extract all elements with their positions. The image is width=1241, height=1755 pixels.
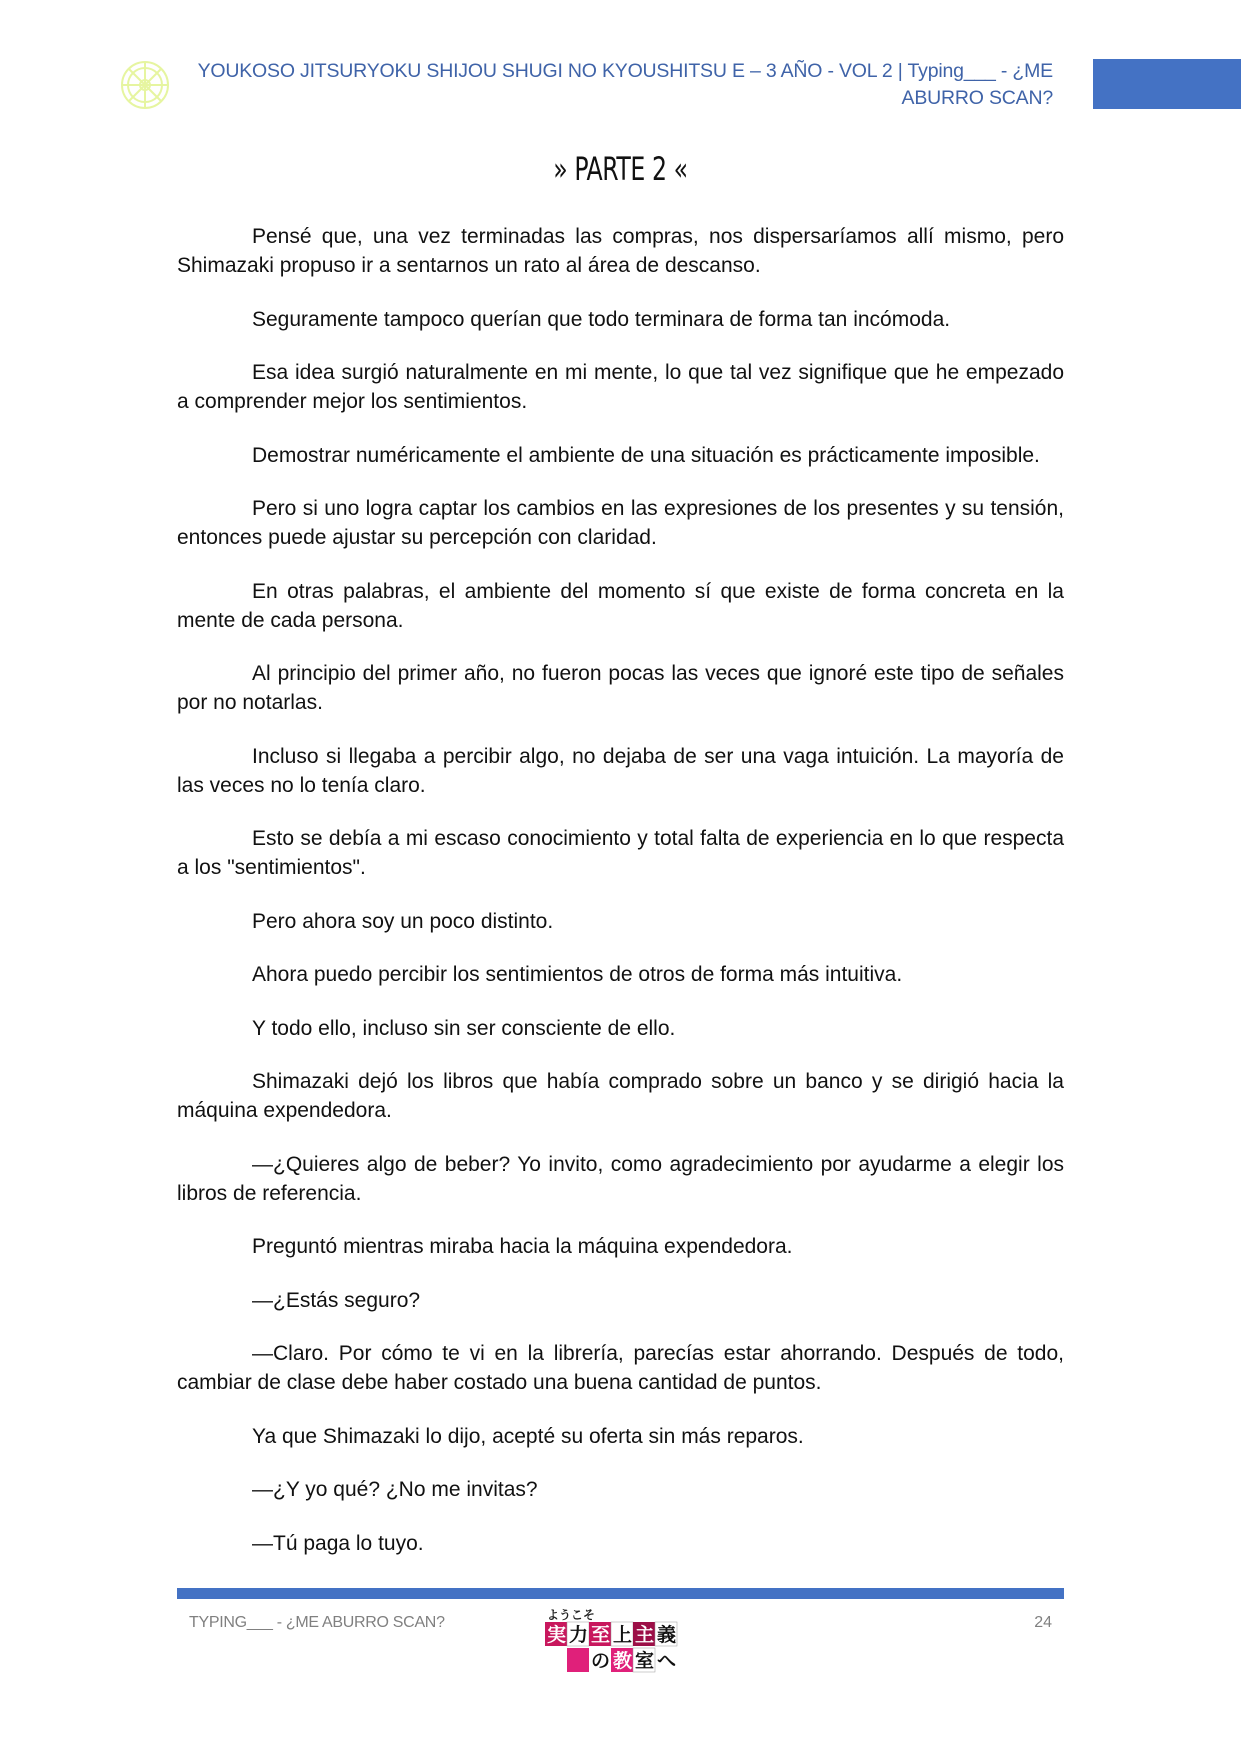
running-header-title xyxy=(153,58,1053,112)
paragraph: Incluso si llegaba a percibir algo, no dejaba de ser una vaga intuición. La mayoría de las veces no lo tenía claro. xyxy=(177,744,1064,797)
header-title-line2: ABURRO SCAN? xyxy=(901,87,1053,109)
paragraph: Seguramente tampoco querían que todo terminara de forma tan incómoda. xyxy=(252,307,951,331)
header-title-line1: YOUKOSO JITSURYOKU SHIJOU SHUGI NO KYOUSHITSU E – 3 AÑO - VOL 2 | Typing___ - ¿ME xyxy=(197,60,1053,82)
paragraph: Ya que Shimazaki lo dijo, acepté su oferta sin más reparos. xyxy=(252,1424,804,1448)
footer-credit: TYPING___ - ¿ME ABURRO SCAN? xyxy=(189,1614,445,1631)
series-logo xyxy=(545,1606,695,1676)
svg-text:教: 教 xyxy=(613,1650,633,1672)
paragraph: Ahora puedo percibir los sentimientos de otros de forma más intuitiva. xyxy=(252,963,903,986)
chapter-title: » PARTE 2 « xyxy=(553,150,688,188)
svg-text:主: 主 xyxy=(635,1624,655,1646)
paragraph: Esa idea surgió naturalmente en mi mente, lo que tal vez signifique que he empezado a comprender mejor los sentimientos. xyxy=(177,361,1064,413)
paragraph: Pero si uno logra captar los cambios en las expresiones de los presentes y su tensión, entonces puede ajustar su percepción con claridad. xyxy=(177,497,1064,549)
paragraph: —Claro. Por cómo te vi en la librería, parecías estar ahorrando. Después de todo, cambiar de clase debe haber costado una buena cantidad de puntos. xyxy=(177,1342,1064,1394)
svg-text:義: 義 xyxy=(657,1624,677,1646)
logo-small-text: ようこそ xyxy=(547,1608,596,1622)
paragraph: —¿Estás seguro? xyxy=(252,1288,421,1312)
paragraph: Pero ahora soy un poco distinto. xyxy=(252,909,554,933)
paragraph: Shimazaki dejó los libros que había comprado sobre un banco y se dirigió hacia la máquina expendedora. xyxy=(177,1070,1064,1122)
svg-text:へ: へ xyxy=(657,1650,677,1672)
footer-divider xyxy=(177,1588,1064,1599)
svg-text:力: 力 xyxy=(569,1624,589,1646)
paragraph: En otras palabras, el ambiente del momento sí que existe de forma concreta en la mente de cada persona. xyxy=(177,579,1064,632)
paragraph: Demostrar numéricamente el ambiente de una situación es prácticamente imposible. xyxy=(252,443,1040,467)
page-number: 24 xyxy=(1034,1614,1052,1631)
svg-text:至: 至 xyxy=(591,1624,611,1646)
svg-text:上: 上 xyxy=(613,1624,633,1646)
svg-text:実: 実 xyxy=(547,1624,567,1646)
paragraph: Esto se debía a mi escaso conocimiento y total falta de experiencia en lo que respecta a los "sentimientos". xyxy=(177,827,1064,879)
paragraph: —Tú paga lo tuyo. xyxy=(252,1531,424,1555)
paragraph: —¿Y yo qué? ¿No me invitas? xyxy=(252,1478,538,1501)
svg-text:の: の xyxy=(591,1650,611,1672)
logo-row1 xyxy=(545,1622,677,1646)
header-accent-bar xyxy=(1093,59,1241,109)
paragraph: —¿Quieres algo de beber? Yo invito, como agradecimiento por ayudarme a elegir los libros de referencia. xyxy=(177,1152,1064,1205)
paragraph: Preguntó mientras miraba hacia la máquina expendedora. xyxy=(252,1235,793,1258)
logo-row2 xyxy=(567,1648,676,1672)
paragraph: Y todo ello, incluso sin ser consciente de ello. xyxy=(252,1016,676,1040)
paragraph: Pensé que, una vez terminadas las compras, nos dispersaríamos allí mismo, pero Shimazaki propuso ir a sentarnos un rato al área de descanso. xyxy=(177,225,1064,277)
body-text xyxy=(177,222,1064,1582)
svg-text:室: 室 xyxy=(635,1650,655,1672)
paragraph: Al principio del primer año, no fueron pocas las veces que ignoré este tipo de señales por no notarlas. xyxy=(177,662,1064,714)
